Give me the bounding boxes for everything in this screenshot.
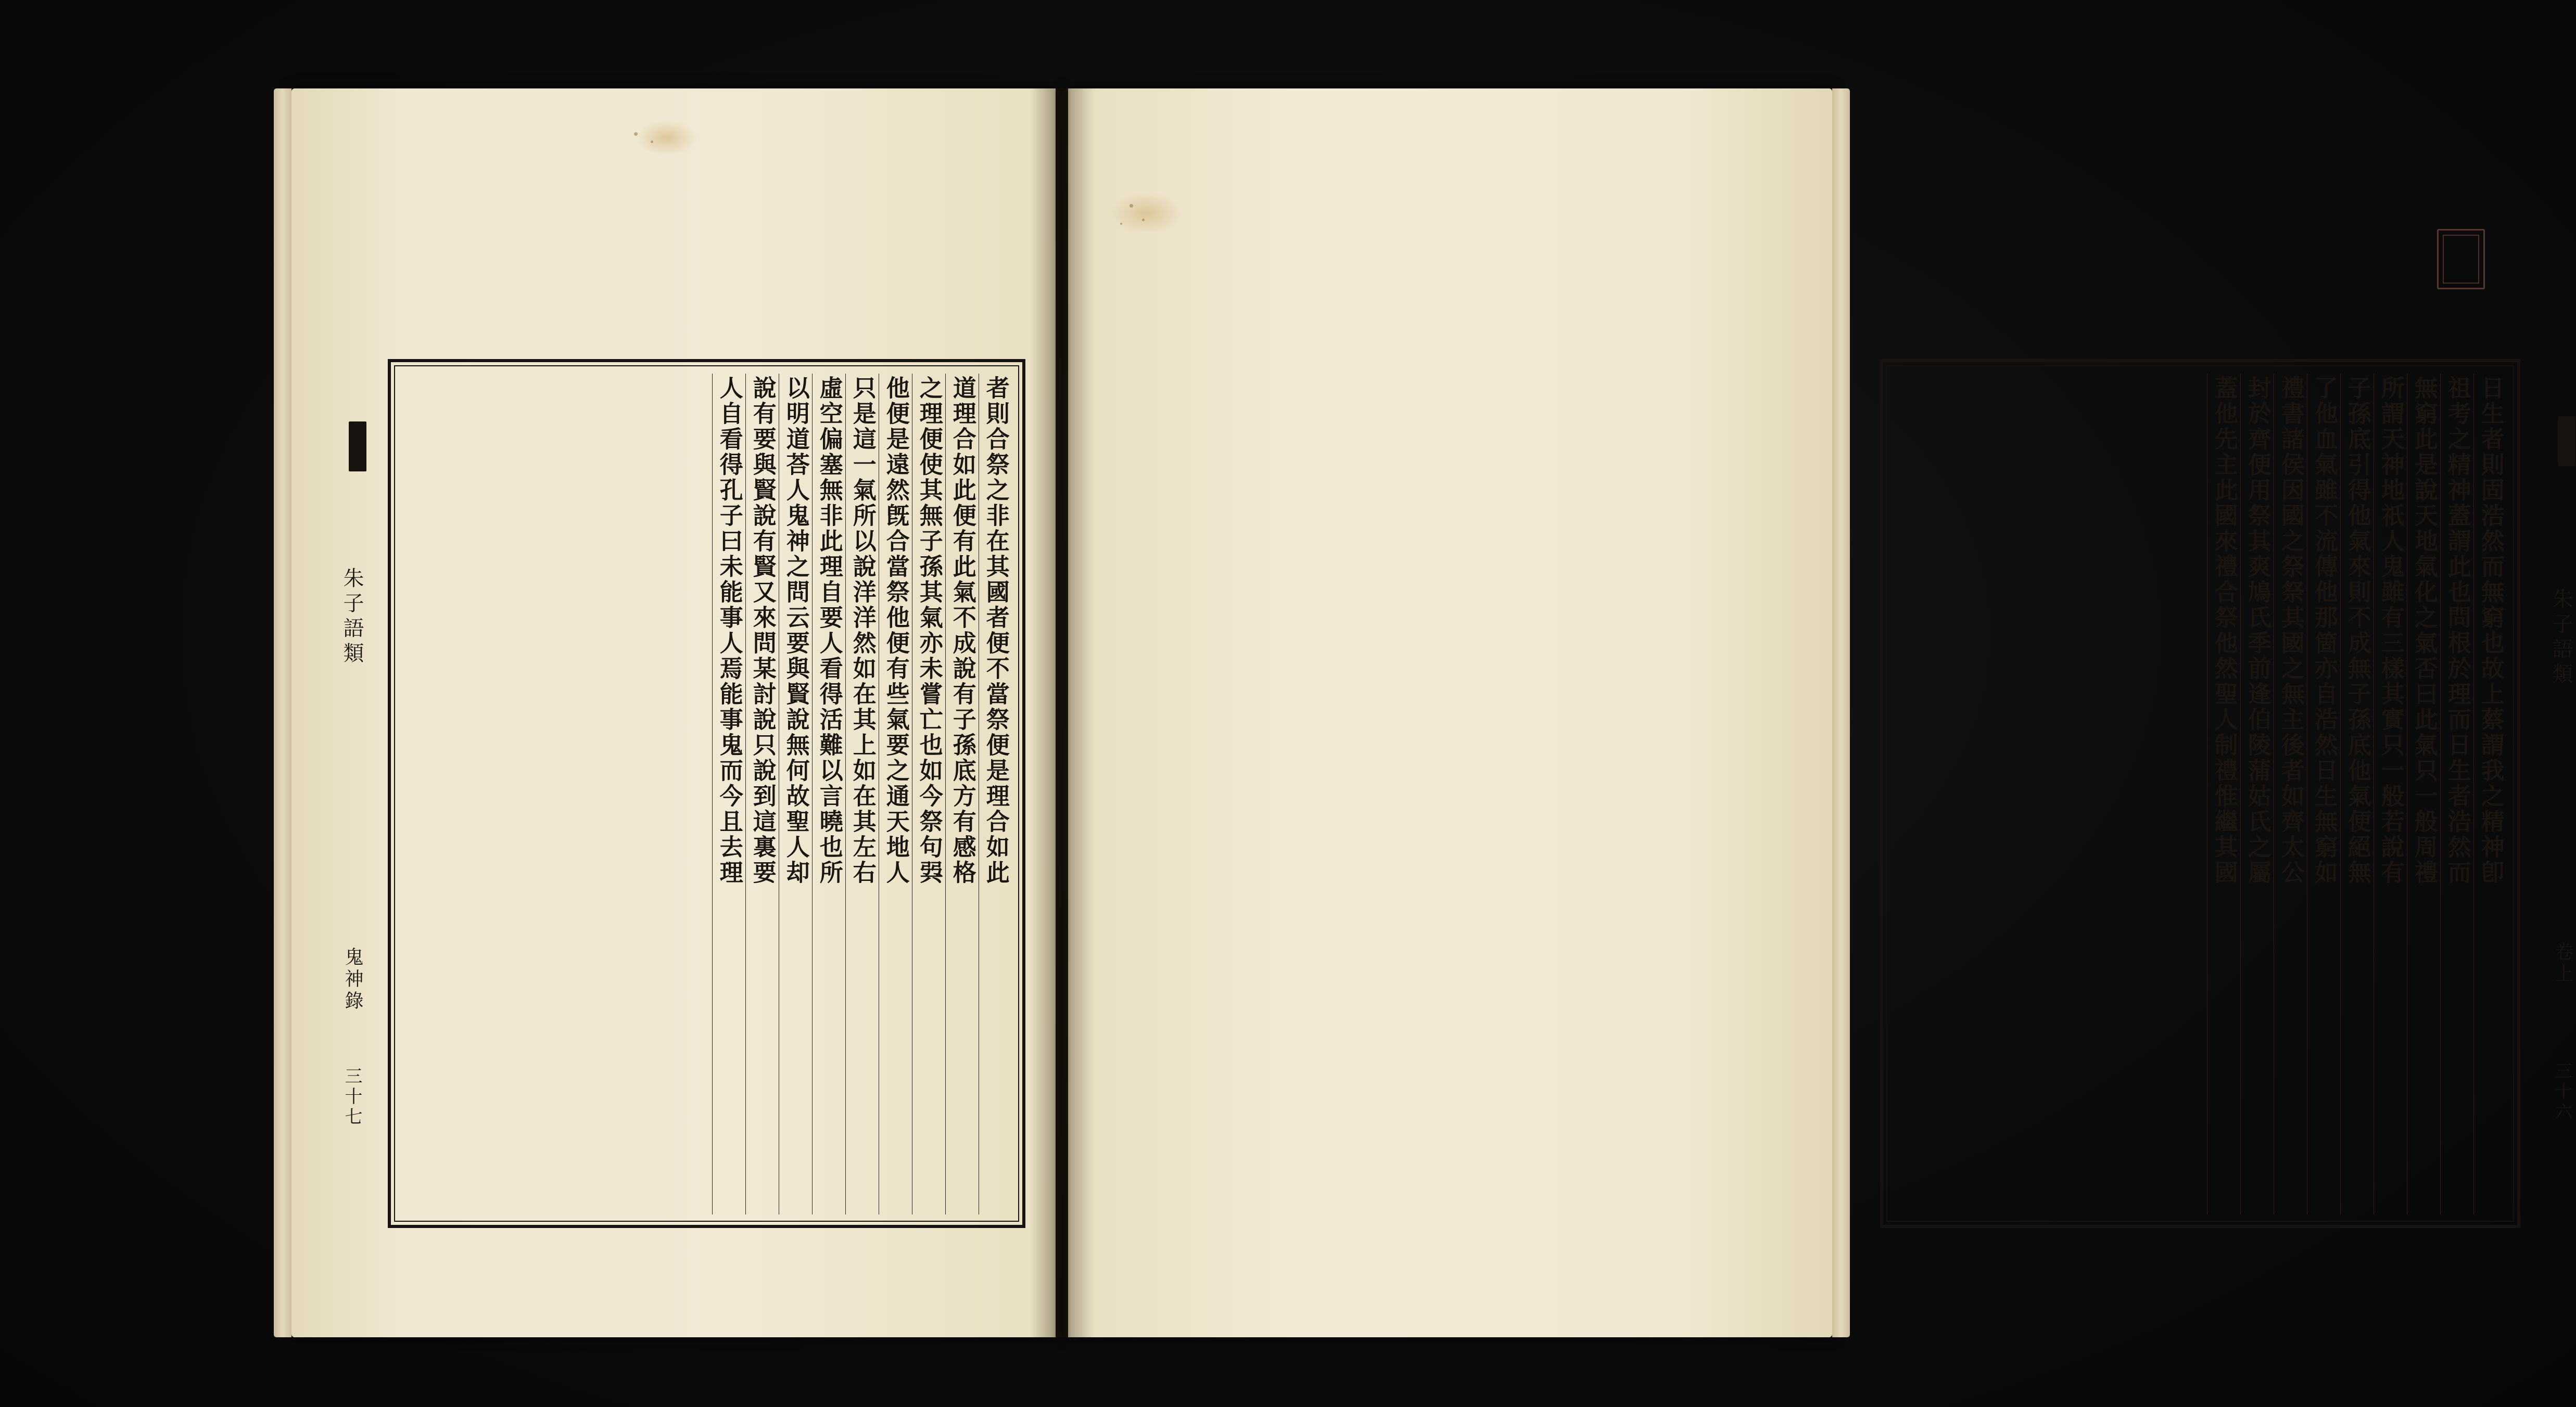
left-page-number: 三十七 [341, 1067, 362, 1128]
left-text-columns [401, 374, 1012, 1214]
text-column [2207, 374, 2240, 1214]
left-text-frame [388, 359, 1025, 1228]
column-text: 者則合祭之非在其國者便不當祭便是理合如此 [982, 376, 1010, 886]
column-text: 所謂天神地祇人鬼雖有三樣其實只一般若說有 [2377, 376, 2405, 886]
left-page-edge [274, 88, 291, 1337]
text-column [2374, 374, 2407, 1214]
text-column [979, 374, 1012, 1214]
paper-stain [1110, 193, 1183, 234]
text-column [2440, 374, 2473, 1214]
text-column [2407, 374, 2440, 1214]
text-column [2340, 374, 2374, 1214]
column-text: 道理合如此便有此氣不成說有子孫底方有感格 [948, 376, 976, 886]
collector-seal-stamp [2437, 229, 2485, 289]
column-text: 人自看得孔子曰未能事人焉能事鬼而今且去理 [715, 376, 743, 886]
column-text: 他便是遠然旣合當祭他便有些氣要之通天地人 [882, 376, 910, 886]
text-column [779, 374, 812, 1214]
column-text: 說有要與賢說有賢又來問某討說只說到這裏要 [748, 376, 777, 886]
column-text: 了他血氣雖不流傳他那箇亦自浩然日生無窮如 [2310, 376, 2338, 886]
text-column [879, 374, 912, 1214]
column-text: 只是這一氣所以說洋洋然如在其上如在其左右 [848, 376, 877, 886]
binding-tab [2558, 416, 2575, 466]
column-text: 以明道荅人鬼神之問云要與賢說無何故聖人却 [782, 376, 810, 886]
left-page [291, 88, 1056, 1337]
binding-tab [349, 421, 366, 471]
text-column [745, 374, 779, 1214]
column-text: 蓋他先主此國來禮合祭他然聖人制禮惟繼其國 [2210, 376, 2238, 886]
foxing-spot [1130, 204, 1133, 208]
right-page-number: 三十六 [2552, 1061, 2572, 1122]
right-spine-section: 卷上 [2552, 942, 2573, 986]
paper-stain [635, 120, 697, 156]
right-text-frame [1880, 359, 2520, 1228]
text-column [845, 374, 879, 1214]
left-spine-section: 鬼神錄 [342, 947, 363, 1013]
text-column [2274, 374, 2307, 1214]
text-column [912, 374, 945, 1214]
foxing-spot [1120, 223, 1122, 225]
column-text: 祖考之精神蓋謂此也問根於理而日生者浩然而 [2443, 376, 2471, 886]
foxing-spot [634, 132, 638, 136]
column-text: 封於齊便用祭其爽鳩氏季前逢伯陵蒲姑氏之屬 [2243, 376, 2272, 886]
column-text: 日生者則固浩然而無窮也故上蔡謂我之精神卽 [2477, 376, 2505, 886]
text-column [712, 374, 745, 1214]
column-text: 之理便使其無子孫其氣亦未嘗亡也如今祭句㢲 [915, 376, 943, 886]
column-text: 無窮此是說天地氣化之氣否曰此氣只一般周禮 [2410, 376, 2438, 886]
text-column [812, 374, 845, 1214]
seal-inner-border [2443, 235, 2479, 284]
foxing-spot [1142, 219, 1145, 221]
foxing-spot [651, 140, 653, 143]
column-text: 禮書諸侯因國之祭祭其國之無主後者如齊太公 [2277, 376, 2305, 886]
text-column [945, 374, 979, 1214]
right-text-columns [1894, 374, 2507, 1214]
text-column [2307, 374, 2340, 1214]
column-text: 虛空偏塞無非此理自要人看得活難以言曉也所 [815, 376, 843, 886]
right-spine-title: 朱子語類 [2549, 588, 2573, 688]
left-spine-title: 朱子語類 [340, 567, 364, 667]
right-page [1068, 88, 2573, 1337]
column-text: 子孫底引得他氣來則不成無子孫底他氣便絕無 [2343, 376, 2371, 886]
text-column [2240, 374, 2274, 1214]
open-book [291, 88, 2573, 1337]
text-column [2473, 374, 2507, 1214]
right-page-edge [1832, 88, 1850, 1337]
